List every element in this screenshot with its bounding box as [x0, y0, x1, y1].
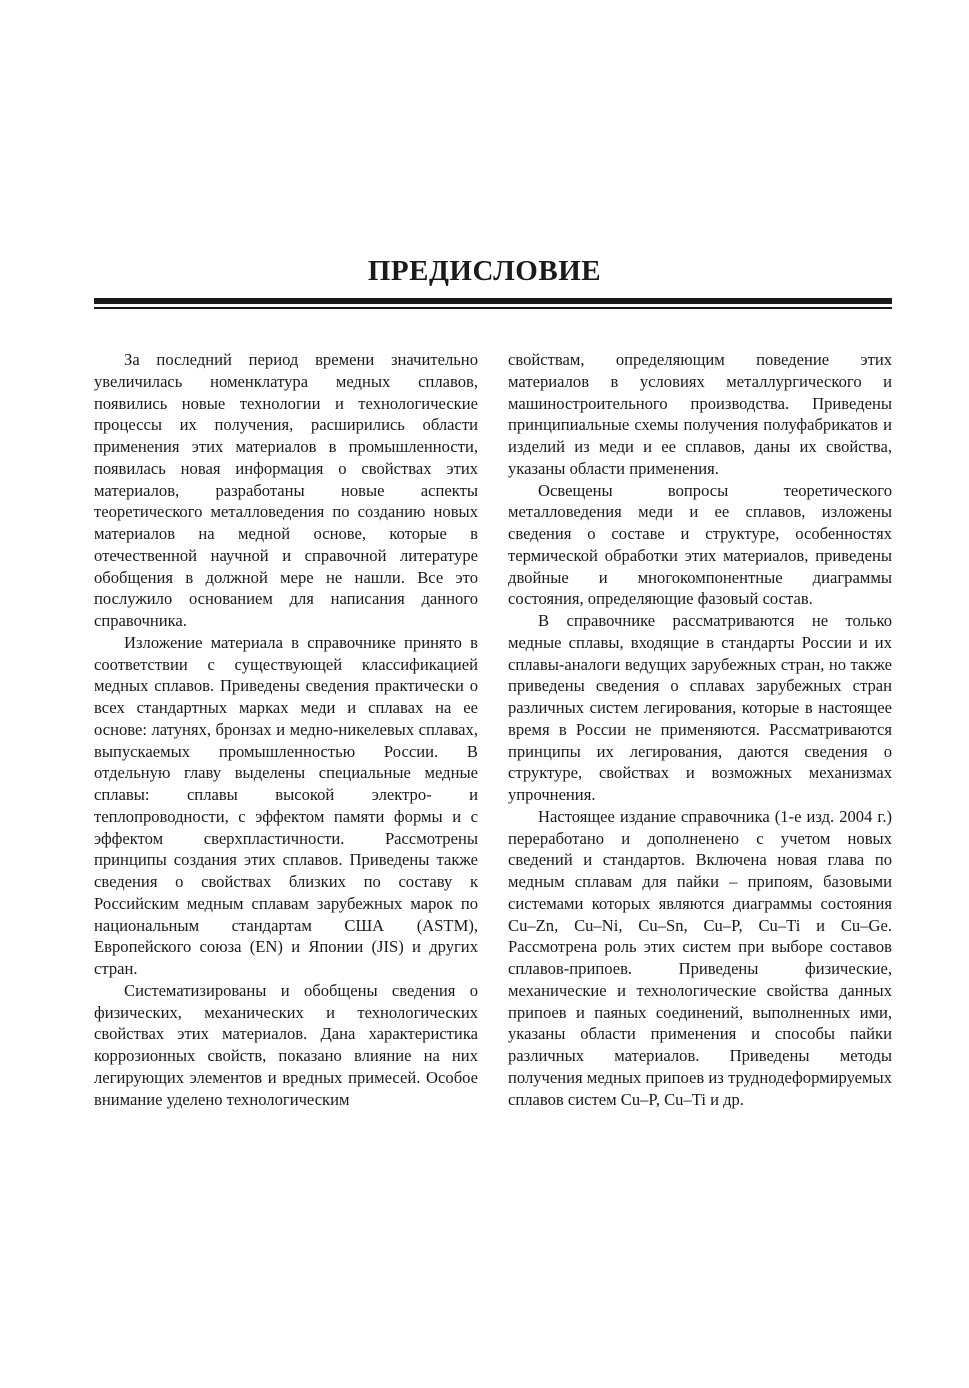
paragraph-edition-notes: Настоящее издание справочника (1-е изд. 2004 г.) переработано и дополненено с учетом новых сведений и стандартов. Включена новая глава по медным сплавам для пайки – припоям, базовыми системами которых являются диаграммы состояния Cu–Zn, Cu–Ni, Cu–Sn, Cu–P, Cu–Ti и Cu–Ge. Рассмотрена роль этих систем при выборе составов сплавов-припоев. Приведены физические, механические и технологические свойства данных припоев и паяных соединений, выполненных ими, указаны области применения и способы пайки различных материалов. Приведены методы получения медных припоев из труднодеформируемых сплавов систем Cu–P, Cu–Ti и др.	[508, 806, 892, 1109]
paragraph-classification: Изложение материала в справочнике принято в соответствии с существующей классификацией медных сплавов. Приведены сведения практически о всех стандартных марках меди и сплавах на ее основе: латунях, бронзах и медно-никелевых сплавах, выпускаемых промышленностью России. В отдельную главу выделены специальные медные сплавы: сплавы высокой электро- и теплопроводности, с эффектом памяти формы и с эффектом сверхпластичности. Рассмотрены принципы создания этих сплавов. Приведены также сведения о свойствах близких по составу к Российским медным сплавам зарубежных марок по национальным стандартам США (ASTM), Европейского союза (EN) и Японии (JIS) и других стран.	[94, 632, 478, 978]
left-column	[94, 349, 478, 1110]
page-title: ПРЕДИСЛОВИЕ	[367, 255, 602, 288]
paragraph-properties: Систематизированы и обобщены сведения о физических, механических и технологических свойствах этих материалов. Дана характеристика коррозионных свойств, показано влияние на них легирующих элементов и вредных примесей. Особое внимание уделено технологическим	[94, 980, 478, 1109]
title-rule-thick	[94, 298, 892, 304]
paragraph-metallography: Освещены вопросы теоретического металловедения меди и ее сплавов, изложены сведения о составе и структуре, особенностях термической обработки этих материалов, приведены двойные и многокомпонентные диаграммы состояния, определяющие фазовый состав.	[508, 480, 892, 609]
paragraph-properties-continued: свойствам, определяющим поведение этих материалов в условиях металлургического и машиностроительного производства. Приведены принципиальные схемы получения полуфабрикатов и изделий из меди и ее сплавов, даны их свойства, указаны области применения.	[508, 350, 892, 478]
paragraph-intro: За последний период времени значительно увеличилась номенклатура медных сплавов, появились новые технологии и технологические процессы их получения, расширились области применения этих материалов в промышленности, появилась новая информация о свойствах этих материалов, разработаны новые аспекты теоретического металловедения по созданию новых материалов на медной основе, которые в отечественной научной и справочной литературе обобщения в должной мере не нашли. Все это послужило основанием для написания данного справочника.	[94, 350, 478, 630]
right-column	[508, 349, 892, 1110]
title-rule-thin	[94, 307, 892, 309]
paragraph-foreign-alloys: В справочнике рассматриваются не только медные сплавы, входящие в стандарты России и их сплавы-аналоги ведущих зарубежных стран, но также приведены сведения о сплавах зарубежных стран различных систем легирования, которые в настоящее время в России не применяются. Рассматриваются принципы их легирования, даются сведения о структуре, свойствах и возможных механизмах упрочнения.	[508, 611, 892, 804]
